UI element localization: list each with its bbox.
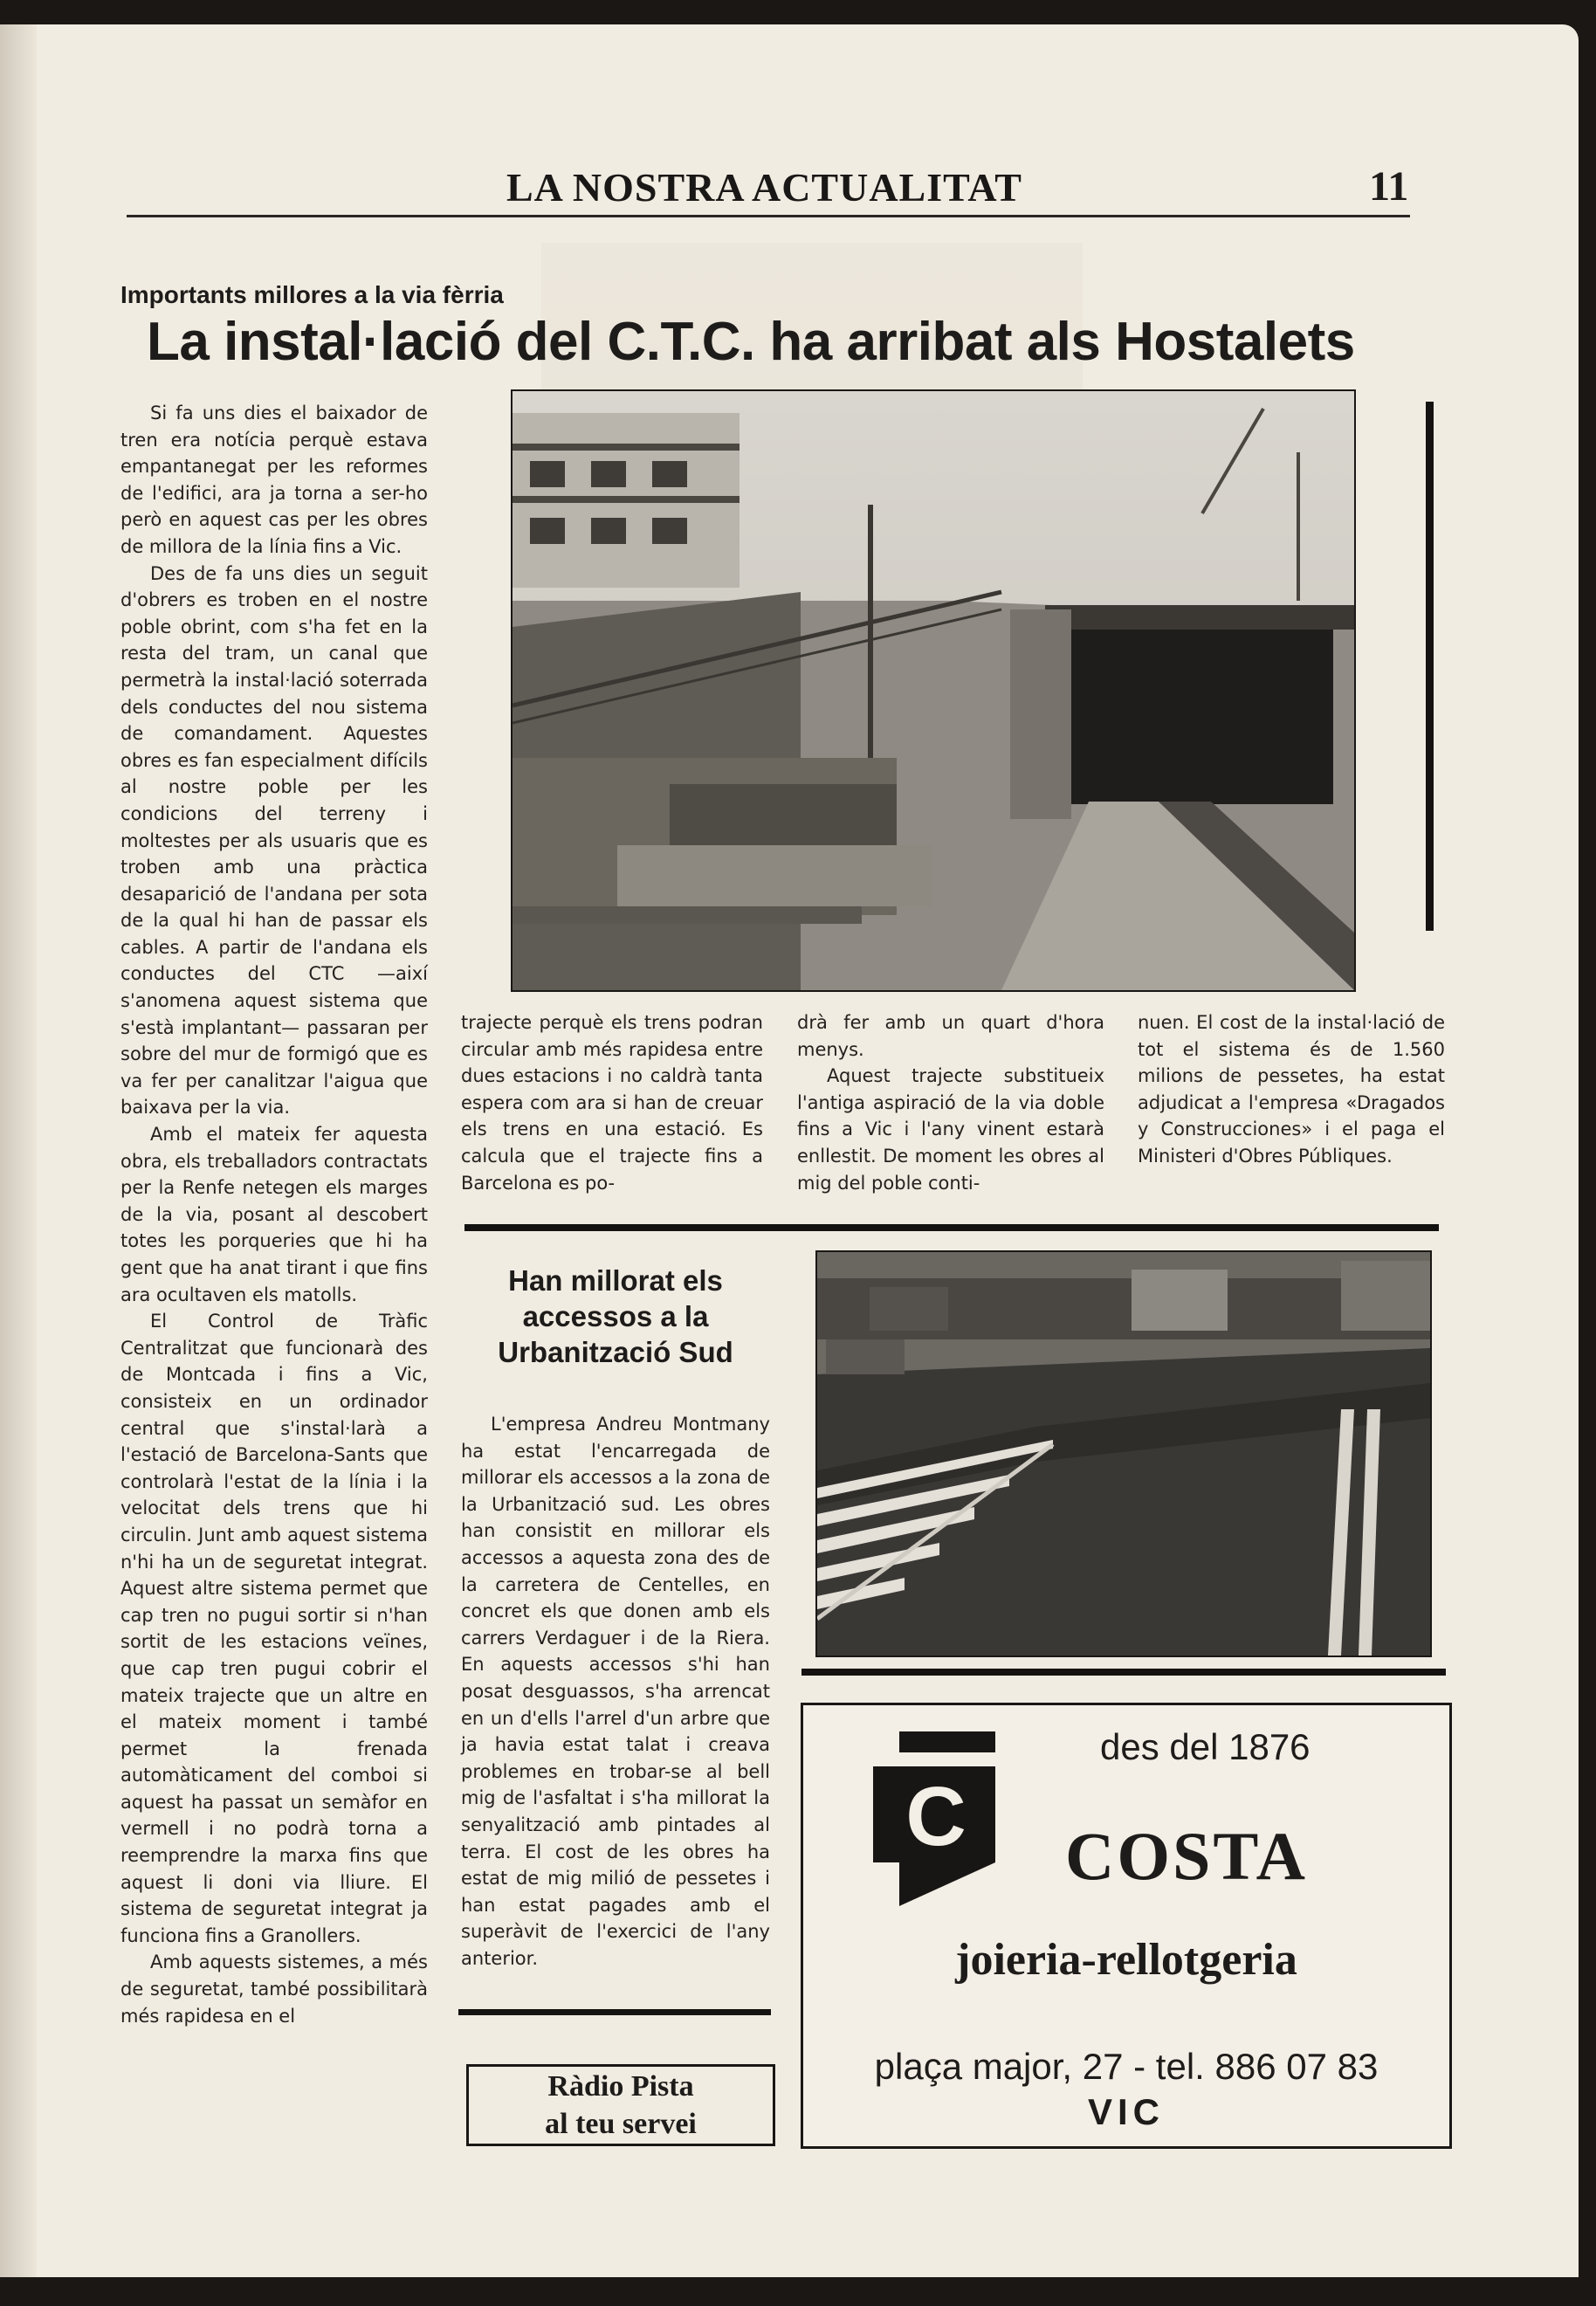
article-paragraph: Aquest trajecte substitueix l'antiga aspiració de la via doble fins a Vic i l'any vinent estarà enllestit. De moment les obres al mig del poble conti-: [797, 1065, 1104, 1194]
header-rule: [127, 215, 1410, 217]
article-column-1: [120, 400, 428, 2146]
article-paragraph: drà fer amb un quart d'hora menys.: [797, 1012, 1104, 1060]
ad-since: des del 1876: [1100, 1726, 1311, 1767]
article-column-4: [1138, 1009, 1445, 1170]
article-paragraph: Amb aquests sistemes, a més de seguretat, també possibilitarà més rapidesa en el: [120, 1951, 428, 2027]
article2-headline: Han millorat els accessos a la Urbanització Sud: [498, 1264, 733, 1368]
vertical-rule: [1426, 402, 1434, 931]
article-headline: La instal·lació del C.T.C. ha arribat als Hostalets: [147, 312, 1355, 372]
radio-line-1: Ràdio Pista: [547, 2070, 694, 2103]
radio-pista-box: [466, 2064, 775, 2146]
article-kicker: Importants millores a la via fèrria: [120, 281, 504, 308]
ad-city: VIC: [1087, 2091, 1165, 2132]
section-rule: [458, 2009, 771, 2015]
page-gutter-shadow: [0, 24, 37, 2277]
article-paragraph: Amb el mateix fer aquesta obra, els treballadors contractats per la Renfe netegen els marges de la via, posant al descobert totes les porqueries que hi ha gent que ha anat tirant i que fins ara ocultaven els matolls.: [120, 1124, 428, 1305]
ad-address: plaça major, 27 - tel. 886 07 83: [874, 2046, 1379, 2087]
article-paragraph: Des de fa uns dies un seguit d'obrers es troben en el nostre poble obrint, com s'ha fet en la resta del tram, un canal que permetrà la instal·lació soterrada dels conductes del nou sistema de comandament. Aquestes obres es fan especialment difícils al nostre poble per les condicions del terreny i moltestes per als usuaris que es troben amb una pràctica desaparició de l'andana per sota de la qual hi han de passar els cables. A partir de l'andana els conductes del CTC —així s'anomena aquest sistema que s'està implantant— passaran per sobre del mur de formigó que es va fer per canalitzar l'aigua que baixava per la via.: [120, 562, 428, 1119]
article-paragraph: L'empresa Andreu Montmany ha estat l'encarregada de millorar els accessos a la zona de la Urbanització sud. Les obres han consistit en millorar els accessos a aquesta zona des de la carretera de Centelles, en concret els que donen amb els carrers Verdaguer i de la Riera. En aquests accessos s'hi han posat desguassos, s'ha arrencat en un d'ells l'arrel d'un arbre que ja havia estat talat i creava problemes en trobar-se al bell mig de l'asfaltat i s'ha millorat la senyalització amb pintades al terra. El cost de les obres ha estat de mig milió de pessetes i han estat pagades amb el superàvit de l'exercici de l'any anterior.: [461, 1414, 770, 1969]
costa-logo: [873, 1731, 1004, 1919]
article-column-2: [461, 1009, 763, 1196]
article2-body: [461, 1411, 770, 1972]
article-column-3: [797, 1009, 1104, 1196]
railway-photo: [511, 389, 1356, 992]
newspaper-page: [0, 24, 1579, 2277]
article-paragraph: Si fa uns dies el baixador de tren era notícia perquè estava empantanegat per les reformes de l'edifici, ara ja torna a ser-ho però en aquest cas per les obres de millora de la línia fins a Vic.: [120, 403, 428, 557]
ad-tagline: joieria-rellotgeria: [955, 1935, 1297, 1985]
article-paragraph: El Control de Tràfic Centralitzat que funcionarà des de Montcada i fins a Vic, consisteix en un ordinador central que s'instal·larà a l'estació de Barcelona-Sants que controlarà l'estat de la línia i la velocitat dels trens que hi circulin. Junt amb aquest sistema n'hi ha un de seguretat integrat. Aquest altre sistema permet que cap tren no pugui sortir si n'han sortit de les estacions veïnes, que cap tren pugui cobrir el mateix trajecte que un altre en el mateix moment i també permet la frenada automàticament del comboi si aquest ha passat un semàfor en vermell i no podrà torna a reemprendre la marxa fins que aquest li doni via lliure. El sistema de seguretat integrat ja funciona fins a Granollers.: [120, 1311, 428, 1946]
section-title: LA NOSTRA ACTUALITAT: [506, 165, 1022, 210]
section-rule: [464, 1224, 1439, 1231]
page-number: 11: [1369, 163, 1409, 210]
costa-advertisement: [801, 1703, 1452, 2149]
logo-letter: C: [905, 1770, 967, 1863]
road-photo: [815, 1250, 1432, 1657]
article-paragraph: nuen. El cost de la instal·lació de tot el sistema és de 1.560 milions de pessetes, ha estat adjudicat a l'empresa «Dragados y Construcciones» i el paga el Ministeri d'Obres Públiques.: [1138, 1012, 1445, 1167]
section-rule: [801, 1669, 1446, 1676]
radio-line-2: al teu servei: [545, 2108, 697, 2140]
article-paragraph: trajecte perquè els trens podran circular amb més rapidesa entre dues estacions i no caldrà tanta espera com ara si han de creuar els trens en una estació. Es calcula que el trajecte fins a Barcelona es po-: [461, 1012, 763, 1194]
ad-brand-name: COSTA: [1065, 1818, 1308, 1894]
